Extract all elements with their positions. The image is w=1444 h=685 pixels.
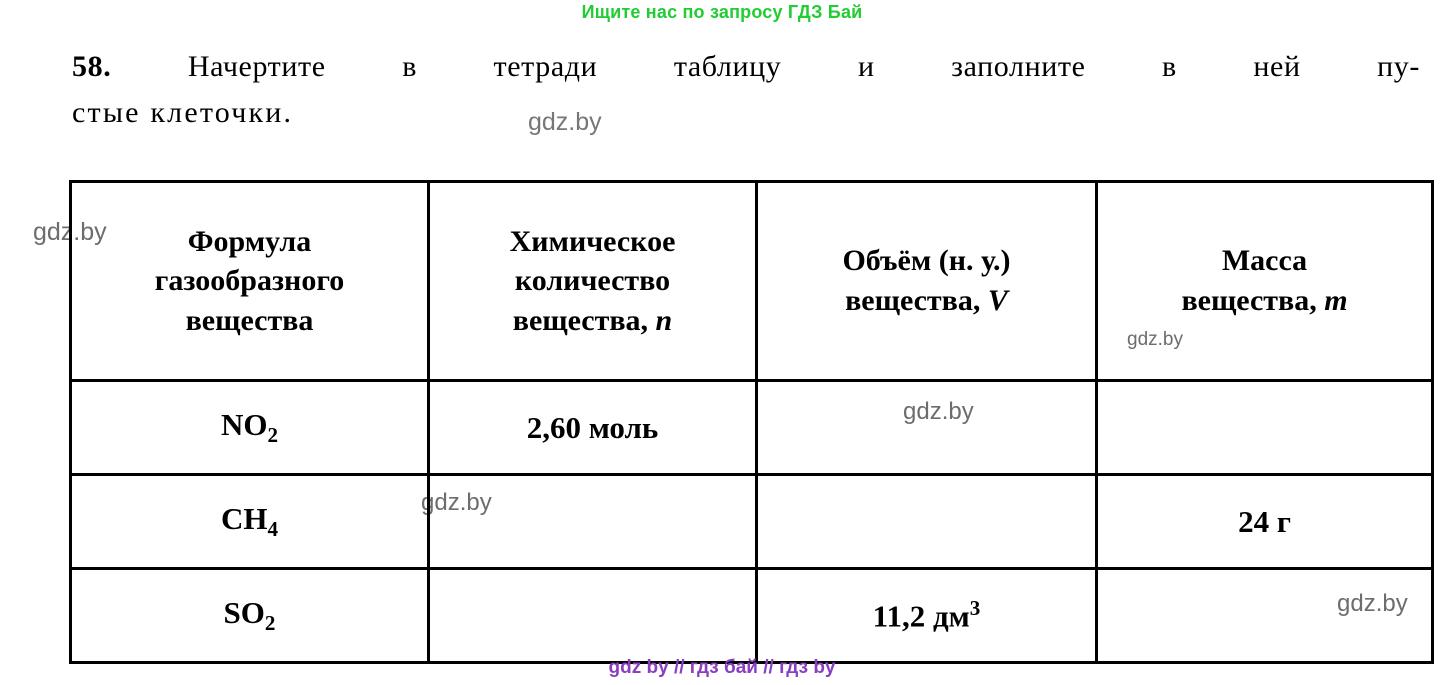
task-text-line-2: стые клеточки. <box>72 95 294 129</box>
formula-subscript: 2 <box>267 423 279 448</box>
header-volume-line-2: вещества, <box>845 284 981 317</box>
promo-banner-text: Ищите нас по запросу ГДЗ Бай <box>581 2 863 22</box>
column-header-amount <box>429 182 757 381</box>
table-body <box>71 381 1433 663</box>
watermark: gdz.by <box>1337 590 1408 617</box>
header-mass-line-1: Масса <box>1221 244 1308 278</box>
table-row <box>71 381 1433 475</box>
watermark: gdz.by <box>421 489 492 516</box>
column-header-volume <box>757 182 1097 381</box>
cell-mass[interactable] <box>1097 381 1433 475</box>
cell-amount[interactable] <box>429 569 757 663</box>
volume-unit: дм <box>932 598 970 634</box>
footer-item-3[interactable]: гдз by <box>779 657 836 678</box>
cell-amount[interactable] <box>429 475 757 569</box>
footer-links <box>0 657 1444 679</box>
footer-item-2[interactable]: гдз бай <box>689 657 758 678</box>
formula-subscript: 4 <box>267 517 279 542</box>
header-amount-line-3: вещества, <box>512 303 649 337</box>
cell-mass[interactable]: 24 г <box>1097 475 1433 569</box>
watermark: gdz.by <box>33 218 107 246</box>
watermark: gdz.by <box>1127 329 1183 350</box>
task-statement <box>72 44 1420 135</box>
cell-formula <box>71 475 429 569</box>
cell-formula <box>71 381 429 475</box>
volume-unit-exponent: 3 <box>969 596 981 621</box>
table-header <box>71 182 1433 381</box>
footer-item-1[interactable]: gdz by <box>608 657 669 678</box>
cell-volume[interactable] <box>757 569 1097 663</box>
cell-volume[interactable] <box>757 475 1097 569</box>
chemistry-table <box>69 180 1434 664</box>
header-volume-line-1: Объём (н. у.) <box>842 244 1011 278</box>
cell-volume[interactable] <box>757 381 1097 475</box>
table-row <box>71 569 1433 663</box>
watermark: gdz.by <box>528 108 602 136</box>
header-formula-line-1: Формула <box>187 224 312 258</box>
formula-main: SO <box>223 594 265 630</box>
header-mass-line-2: вещества, <box>1181 284 1317 317</box>
watermark: gdz.by <box>903 398 974 425</box>
task-text-line-1: Начертите в тетради таблицу и заполните в ней пу- <box>187 50 1420 83</box>
cell-formula <box>71 569 429 663</box>
header-volume-symbol: V <box>987 284 1008 317</box>
table-row <box>71 475 1433 569</box>
header-formula-line-2: газообразного <box>154 264 345 298</box>
table-header-row <box>71 182 1433 381</box>
header-formula-line-3: вещества <box>185 303 314 337</box>
header-amount-symbol: n <box>655 303 673 337</box>
volume-value: 11,2 <box>872 598 926 634</box>
formula-main: NO <box>220 406 268 442</box>
cell-amount[interactable]: 2,60 моль <box>429 381 757 475</box>
formula-subscript: 2 <box>264 611 276 636</box>
task-line-1 <box>72 44 1420 90</box>
header-amount-line-1: Химическое <box>509 224 676 258</box>
footer-separator: // <box>763 657 774 678</box>
task-number: 58. <box>72 50 112 83</box>
chemistry-table-wrapper <box>69 180 1419 664</box>
promo-banner <box>0 2 1444 23</box>
column-header-mass <box>1097 182 1433 381</box>
column-header-formula <box>71 182 429 381</box>
cell-mass[interactable] <box>1097 569 1433 663</box>
formula-main: CH <box>220 500 268 536</box>
footer-separator: // <box>673 657 685 678</box>
header-amount-line-2: количество <box>514 264 671 298</box>
header-mass-symbol: m <box>1324 284 1348 317</box>
